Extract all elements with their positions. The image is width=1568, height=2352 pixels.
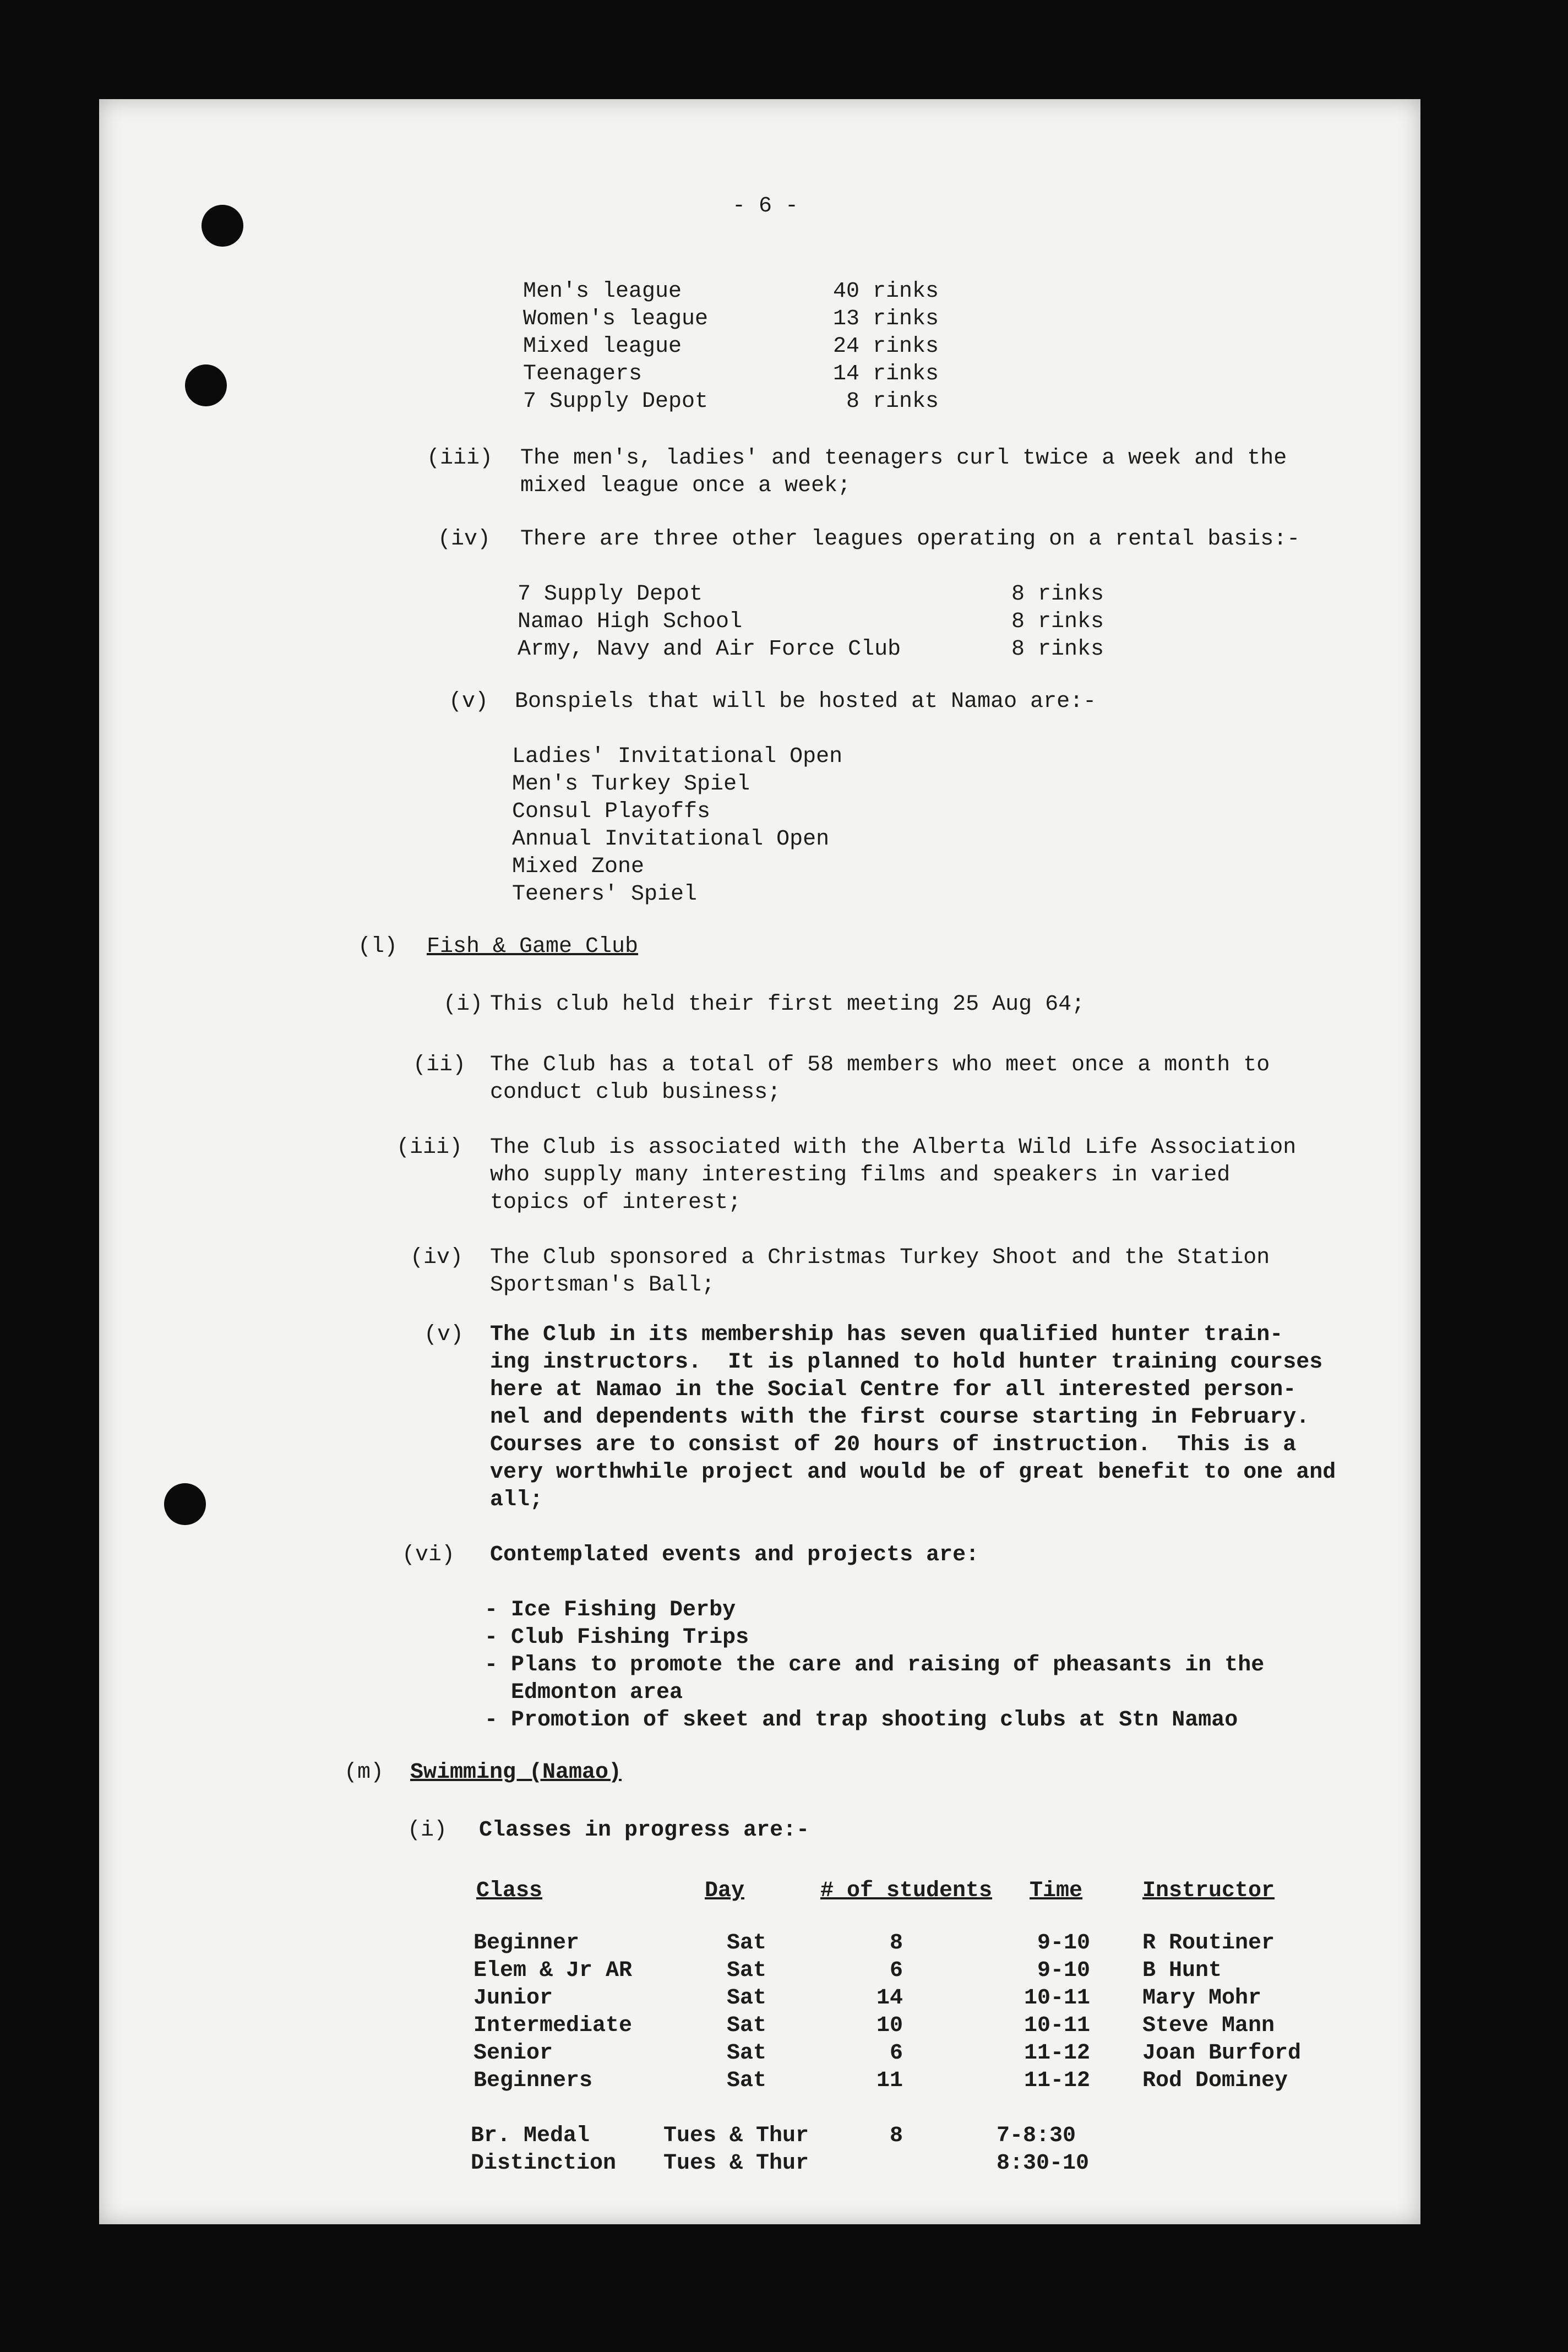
item-number: (ii) [413,1053,466,1077]
table-cell-time: 9-10 [1037,1958,1090,1983]
item-text: ing instructors. It is planned to hold hunter training courses [490,1350,1323,1375]
table-cell-students: 6 [889,2041,903,2066]
section-title: Swimming (Namao) [410,1760,622,1785]
section-letter: (l) [358,934,398,959]
table-header: Time [1030,1879,1083,1903]
bonspiel-name: Annual Invitational Open [512,827,830,852]
table-cell-instructor: Rod Dominey [1142,2068,1288,2093]
item-number: (v) [449,689,489,714]
table-cell-instructor: Joan Burford [1142,2041,1302,2066]
punch-hole [202,205,243,247]
item-text: This club held their first meeting 25 Aug 64; [490,992,1085,1017]
table-cell-time: 9-10 [1037,1931,1090,1956]
table-cell-day: Sat [727,1931,767,1956]
event-item: - Ice Fishing Derby [484,1598,736,1623]
league-name: Mixed league [523,334,682,359]
table-cell-time: 11-12 [1023,2068,1090,2093]
item-text: There are three other leagues operating on a rental basis:- [520,527,1300,552]
table-cell-day: Sat [727,1958,767,1983]
item-text: The Club in its membership has seven qualified hunter train- [490,1322,1283,1347]
item-text: The Club is associated with the Alberta Wild Life Association [490,1135,1297,1160]
item-text: The men's, ladies' and teenagers curl twice a week and the [520,446,1287,471]
item-text: who supply many interesting films and speakers in varied [490,1163,1231,1188]
table-cell-day: Sat [727,1986,767,2011]
table-cell-time: 11-12 [1023,2041,1090,2066]
table-header: Instructor [1142,1879,1275,1903]
item-number: (i) [443,992,483,1017]
table-cell-instructor: Steve Mann [1142,2013,1275,2038]
table-cell-class: Beginner [473,1931,580,1956]
table-cell-class: Senior [473,2041,553,2066]
table-cell-students: 11 [876,2068,903,2093]
table-cell-day: Sat [727,2013,767,2038]
table-cell-instructor: Mary Mohr [1142,1986,1262,2011]
rental-name: Namao High School [518,609,743,634]
table-cell-students: 14 [876,1986,903,2011]
section-title: Fish & Game Club [427,934,639,959]
league-name: Teenagers [523,362,643,386]
item-text: Sportsman's Ball; [490,1273,715,1298]
table-cell-time: 10-11 [1023,2013,1090,2038]
table-cell-time: 8:30-10 [997,2151,1090,2176]
item-text: Courses are to consist of 20 hours of instruction. This is a [490,1433,1297,1457]
item-text: Contemplated events and projects are: [490,1543,979,1567]
item-text: conduct club business; [490,1080,781,1105]
table-header: Day [705,1879,745,1903]
rental-count: 8 rinks [1011,637,1104,662]
table-cell-class: Junior [473,1986,553,2011]
punch-hole [164,1483,206,1525]
rental-name: Army, Navy and Air Force Club [518,637,901,662]
section-letter: (m) [344,1760,384,1785]
bonspiel-name: Mixed Zone [512,854,645,879]
event-item: - Plans to promote the care and raising of pheasants in the [484,1653,1265,1678]
rental-count: 8 rinks [1011,609,1104,634]
item-text: all; [490,1488,543,1512]
item-number: (iii) [427,446,493,471]
event-item: - Club Fishing Trips [484,1625,749,1650]
league-count: 40 rinks [832,279,939,304]
item-number: (iii) [396,1135,463,1160]
table-cell-class: Br. Medal [471,2124,590,2148]
table-cell-students: 10 [876,2013,903,2038]
table-cell-students: 6 [889,1958,903,1983]
rental-count: 8 rinks [1011,582,1104,607]
item-text: nel and dependents with the first course starting in February. [490,1405,1310,1430]
table-cell-day: Tues & Thur [663,2151,809,2176]
table-cell-day: Sat [727,2041,767,2066]
league-count: 14 rinks [832,362,939,386]
item-text: topics of interest; [490,1190,742,1215]
item-text: The Club sponsored a Christmas Turkey Shoot and the Station [490,1245,1270,1270]
league-count: 13 rinks [832,307,939,331]
league-name: Men's league [523,279,682,304]
item-text: here at Namao in the Social Centre for all interested person- [490,1378,1297,1402]
item-number: (i) [407,1818,448,1843]
table-cell-day: Sat [727,2068,767,2093]
table-cell-time: 10-11 [1023,1986,1090,2011]
table-cell-class: Intermediate [473,2013,633,2038]
item-number: (iv) [438,527,491,552]
bonspiel-name: Consul Playoffs [512,799,711,824]
punch-hole [185,364,227,406]
league-count: 8 rinks [846,389,939,414]
league-name: 7 Supply Depot [523,389,709,414]
table-cell-class: Beginners [473,2068,593,2093]
item-number: (v) [424,1322,464,1347]
item-text: mixed league once a week; [520,473,851,498]
item-number: (iv) [410,1245,464,1270]
table-cell-instructor: R Routiner [1142,1931,1275,1956]
table-cell-instructor: B Hunt [1142,1958,1222,1983]
table-cell-students: 8 [889,2124,903,2148]
rental-name: 7 Supply Depot [518,582,703,607]
page-number: - 6 - [732,194,799,219]
event-item: Edmonton area [484,1680,683,1705]
table-cell-class: Distinction [471,2151,617,2176]
item-text: very worthwhile project and would be of great benefit to one and [490,1460,1336,1485]
table-cell-students: 8 [889,1931,903,1956]
bonspiel-name: Men's Turkey Spiel [512,772,750,797]
event-item: - Promotion of skeet and trap shooting clubs at Stn Namao [484,1708,1238,1733]
item-text: The Club has a total of 58 members who meet once a month to [490,1053,1270,1077]
item-text: Bonspiels that will be hosted at Namao are:- [515,689,1097,714]
item-text: Classes in progress are:- [479,1818,810,1843]
bonspiel-name: Ladies' Invitational Open [512,744,843,769]
table-cell-time: 7-8:30 [997,2124,1076,2148]
table-header: # of students [820,1879,993,1903]
bonspiel-name: Teeners' Spiel [512,882,698,907]
table-cell-class: Elem & Jr AR [473,1958,633,1983]
table-header: Class [476,1879,543,1903]
league-name: Women's league [523,307,709,331]
item-number: (vi) [402,1543,455,1567]
league-count: 24 rinks [832,334,939,359]
table-cell-day: Tues & Thur [663,2124,809,2148]
